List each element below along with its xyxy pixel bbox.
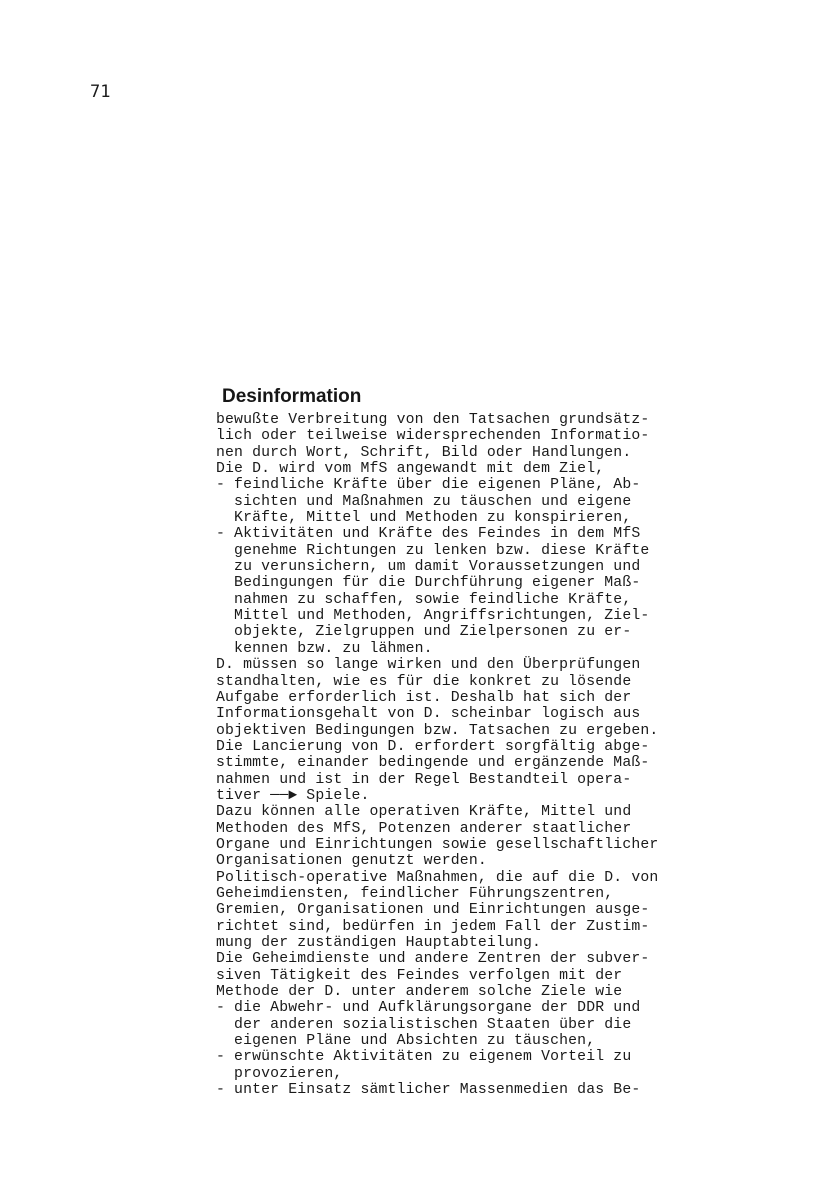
text-line: Politisch-operative Maßnahmen, die auf die D. von	[216, 869, 659, 886]
text-line: tiver ──► Spiele.	[216, 787, 370, 804]
text-line: Organisationen genutzt werden.	[216, 853, 487, 870]
text-line: eigenen Pläne und Absichten zu täuschen,	[216, 1033, 596, 1050]
text-line: D. müssen so lange wirken und den Überprüfungen	[216, 657, 641, 674]
text-line: mung der zuständigen Hauptabteilung.	[216, 935, 542, 951]
text-line: Methode der D. unter anderem solche Ziele wie	[216, 984, 623, 1001]
text-line: - erwünschte Aktivitäten zu eigenem Vorteil zu	[216, 1049, 632, 1066]
text-line: Bedingungen für die Durchführung eigener Maß-	[216, 575, 641, 592]
text-line: - die Abwehr- und Aufklärungsorgane der DDR und	[216, 1000, 641, 1017]
text-line: - feindliche Kräfte über die eigenen Pläne, Ab-	[216, 477, 641, 494]
text-line: Gremien, Organisationen und Einrichtungen ausge-	[216, 902, 650, 919]
text-line: kennen bzw. zu lähmen.	[216, 640, 433, 657]
text-line: stimmte, einander bedingende und ergänzende Maß-	[216, 755, 650, 772]
text-line: Geheimdiensten, feindlicher Führungszentren,	[216, 885, 614, 902]
entry-title: Desinformation	[222, 386, 362, 407]
text-line: Dazu können alle operativen Kräfte, Mittel und	[216, 804, 632, 821]
text-line: nahmen und ist in der Regel Bestandteil opera-	[216, 771, 632, 788]
text-line: zu verunsichern, um damit Voraussetzungen und	[216, 559, 641, 576]
text-line: Informationsgehalt von D. scheinbar logisch aus	[216, 706, 641, 723]
page-number: 71	[90, 82, 111, 102]
text-line: Methoden des MfS, Potenzen anderer staatlicher	[216, 820, 632, 837]
entry-body	[216, 412, 716, 1098]
text-line: Mittel und Methoden, Angriffsrichtungen, Ziel-	[216, 608, 650, 625]
text-line: siven Tätigkeit des Feindes verfolgen mit der	[216, 967, 623, 984]
text-line: objekte, Zielgruppen und Zielpersonen zu er-	[216, 624, 632, 641]
text-line: Aufgabe erforderlich ist. Deshalb hat sich der	[216, 689, 632, 706]
text-line: richtet sind, bedürfen in jedem Fall der Zustim-	[216, 918, 650, 935]
text-line: sichten und Maßnahmen zu täuschen und eigene	[216, 493, 632, 510]
text-line: bewußte Verbreitung von den Tatsachen grundsätz-	[216, 412, 650, 428]
text-line: nahmen zu schaffen, sowie feindliche Kräfte,	[216, 591, 632, 608]
text-line: lich oder teilweise widersprechenden Informatio-	[216, 428, 650, 445]
text-line: standhalten, wie es für die konkret zu lösende	[216, 673, 632, 690]
text-line: genehme Richtungen zu lenken bzw. diese Kräfte	[216, 542, 650, 559]
text-line: - unter Einsatz sämtlicher Massenmedien das Be-	[216, 1082, 641, 1099]
text-line: Die Lancierung von D. erfordert sorgfältig abge-	[216, 738, 650, 755]
text-line: Organe und Einrichtungen sowie gesellschaftlicher	[216, 836, 659, 853]
text-line: der anderen sozialistischen Staaten über die	[216, 1016, 632, 1033]
text-line: Die D. wird vom MfS angewandt mit dem Ziel,	[216, 461, 605, 478]
text-line: Kräfte, Mittel und Methoden zu konspirieren,	[216, 510, 632, 527]
text-line: objektiven Bedingungen bzw. Tatsachen zu ergeben.	[216, 722, 659, 739]
text-line: nen durch Wort, Schrift, Bild oder Handlungen.	[216, 444, 632, 461]
text-line: Die Geheimdienste und andere Zentren der subver-	[216, 951, 650, 968]
text-line: - Aktivitäten und Kräfte des Feindes in dem MfS	[216, 526, 641, 543]
text-line: provozieren,	[216, 1065, 343, 1082]
